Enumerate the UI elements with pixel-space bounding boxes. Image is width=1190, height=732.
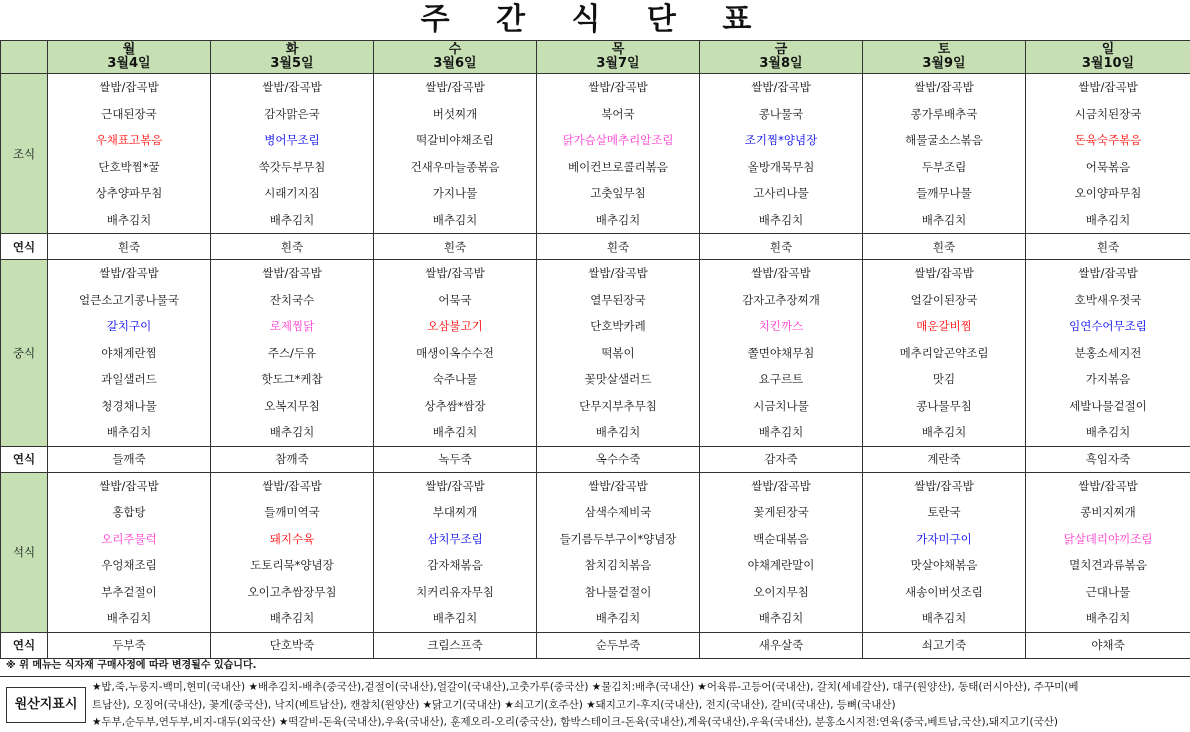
menu-item: 쌀밥/잡곡밥 xyxy=(914,478,974,493)
menu-item: 배추김치 xyxy=(595,425,641,439)
menu-item: 우채표고볶음 xyxy=(95,133,163,147)
soft-diet-row xyxy=(1,632,1190,658)
menu-item: 과일샐러드 xyxy=(101,372,157,386)
menu-item: 배추김치 xyxy=(921,425,967,439)
origin-label: 원산지표시 xyxy=(6,687,86,723)
menu-item: 핫도그*케찹 xyxy=(261,372,323,386)
menu-item: 병어무조림 xyxy=(264,133,320,147)
menu-item: 떡볶이 xyxy=(601,345,635,360)
menu-cell xyxy=(1026,74,1190,234)
menu-item: 열무된장국 xyxy=(590,292,646,307)
soft-diet-label: 연식 xyxy=(1,632,48,658)
menu-item: 얼갈이된장국 xyxy=(910,292,978,307)
menu-cell xyxy=(1026,472,1190,632)
origin-line: ★두부,순두부,연두부,비지-대두(외국산) ★떡갈비-돈육(국내산),우육(국내산), 훈제오리-오리(중국산), 함박스테이크-돈육(국내산),계육(국내산),우육(국내산), 분홍소시지전:연육(중국,베트남,국산),돼지고기(국산) xyxy=(92,716,1058,728)
menu-item: 닭가슴살메추리알조림 xyxy=(562,133,674,147)
origin-text xyxy=(92,679,1186,732)
menu-item: 북어국 xyxy=(601,106,635,121)
day-header: 일 3월10일 xyxy=(1026,41,1190,74)
menu-item: 야채계란말이 xyxy=(747,558,815,572)
menu-item: 닭살데리야끼조림 xyxy=(1063,531,1153,546)
menu-item: 어묵국 xyxy=(438,292,472,307)
menu-item: 배추김치 xyxy=(595,212,641,227)
menu-item: 호박새우젓국 xyxy=(1074,292,1142,307)
menu-item: 오리주물럭 xyxy=(101,531,157,546)
menu-item: 배추김치 xyxy=(1085,425,1131,439)
menu-item: 쌀밥/잡곡밥 xyxy=(751,478,811,493)
menu-cell xyxy=(374,260,537,447)
day-header: 수 3월6일 xyxy=(374,41,537,74)
meal-label: 중식 xyxy=(1,260,48,447)
menu-item: 돼지수육 xyxy=(269,531,315,546)
soft-diet-label: 연식 xyxy=(1,234,48,260)
menu-cell xyxy=(863,74,1026,234)
menu-item: 얼큰소고기콩나물국 xyxy=(79,292,179,307)
meal-row xyxy=(1,260,1190,447)
menu-item: 오복지무침 xyxy=(264,398,320,413)
menu-item: 참나물겉절이 xyxy=(584,584,652,599)
menu-item: 쌀밥/잡곡밥 xyxy=(1078,478,1138,493)
menu-item: 백순대볶음 xyxy=(753,531,809,546)
menu-item: 돈육숙주볶음 xyxy=(1074,133,1142,147)
menu-item: 배추김치 xyxy=(269,212,315,227)
menu-item: 고사리나물 xyxy=(753,186,809,200)
menu-item: 두부조림 xyxy=(921,159,967,174)
menu-item: 가지볶음 xyxy=(1085,372,1131,386)
menu-item: 배추김치 xyxy=(758,425,804,439)
menu-item: 맛김 xyxy=(932,372,956,386)
soft-diet-item: 참깨죽 xyxy=(211,446,374,472)
menu-item: 쌀밥/잡곡밥 xyxy=(99,478,159,493)
menu-item: 맛살야채볶음 xyxy=(910,558,978,572)
menu-item: 꽃맛살샐러드 xyxy=(584,372,652,386)
menu-item: 쌀밥/잡곡밥 xyxy=(262,80,322,94)
menu-body xyxy=(1,74,1190,659)
menu-item: 쌀밥/잡곡밥 xyxy=(99,266,159,280)
day-header-row xyxy=(1,41,1190,74)
menu-item: 배추김치 xyxy=(1085,212,1131,227)
menu-item: 상추양파무침 xyxy=(95,186,163,200)
menu-item: 숙주나물 xyxy=(432,372,478,386)
menu-item: 배추김치 xyxy=(921,212,967,227)
menu-item: 배추김치 xyxy=(269,425,315,439)
menu-item: 버섯찌개 xyxy=(432,106,478,121)
meal-row xyxy=(1,472,1190,632)
menu-cell xyxy=(537,260,700,447)
menu-item: 쌀밥/잡곡밥 xyxy=(914,266,974,280)
menu-item: 배추김치 xyxy=(1085,611,1131,625)
menu-item: 쌀밥/잡곡밥 xyxy=(588,266,648,280)
menu-item: 떡갈비야채조림 xyxy=(416,133,494,147)
menu-item: 배추김치 xyxy=(921,611,967,625)
menu-item: 치킨까스 xyxy=(758,319,804,333)
menu-item: 쌀밥/잡곡밥 xyxy=(99,80,159,94)
origin-line: ★밥,죽,누룽지-백미,현미(국내산) ★배추김치-배추(중국산),겉절이(국내산),얼갈이(국내산),고춧가루(중국산) ★물김치:배추(국내산) ★어육류-고등어(국내산), 갈치(세네갈산), 대구(원양산), 동태(러시아산), 주꾸미(베 xyxy=(92,681,1079,693)
menu-item: 잔치국수 xyxy=(269,292,315,307)
meal-label: 석식 xyxy=(1,472,48,632)
menu-item: 쌀밥/잡곡밥 xyxy=(751,266,811,280)
day-header: 월 3월4일 xyxy=(48,41,211,74)
menu-item: 쌀밥/잡곡밥 xyxy=(914,80,974,94)
menu-item: 갈치구이 xyxy=(106,319,152,333)
menu-item: 배추김치 xyxy=(595,611,641,625)
menu-item: 콩나물무침 xyxy=(916,398,972,413)
soft-diet-item: 흑임자죽 xyxy=(1026,446,1190,472)
menu-item: 삼치무조림 xyxy=(427,531,483,546)
menu-item: 참치김치볶음 xyxy=(584,558,652,572)
meal-row xyxy=(1,74,1190,234)
soft-diet-item: 옥수수죽 xyxy=(537,446,700,472)
soft-diet-item: 순두부죽 xyxy=(537,632,700,658)
menu-item: 우엉채조림 xyxy=(101,558,157,572)
menu-item: 해물굴소스볶음 xyxy=(905,133,983,147)
menu-item: 쑥갓두부무침 xyxy=(258,159,326,174)
menu-cell xyxy=(537,74,700,234)
menu-item: 들깨미역국 xyxy=(264,505,320,519)
menu-item: 근대나물 xyxy=(1085,584,1131,599)
menu-item: 시금치된장국 xyxy=(1074,106,1142,121)
menu-item: 오삼불고기 xyxy=(427,319,483,333)
menu-item: 야채계란찜 xyxy=(101,345,157,360)
soft-diet-item: 크림스프죽 xyxy=(374,632,537,658)
menu-item: 로제찜닭 xyxy=(269,319,315,333)
header-corner xyxy=(1,41,48,74)
menu-item: 쌀밥/잡곡밥 xyxy=(588,478,648,493)
menu-item: 감자맑은국 xyxy=(264,106,320,121)
menu-item: 배추김치 xyxy=(269,611,315,625)
menu-item: 홍합탕 xyxy=(112,505,146,519)
soft-diet-item: 흰죽 xyxy=(1026,234,1190,260)
meal-label: 조식 xyxy=(1,74,48,234)
menu-item: 오이고추쌈장무침 xyxy=(247,584,337,599)
day-header: 토 3월9일 xyxy=(863,41,1026,74)
menu-item: 쌀밥/잡곡밥 xyxy=(425,478,485,493)
soft-diet-item: 쇠고기죽 xyxy=(863,632,1026,658)
menu-item: 오이양파무침 xyxy=(1074,186,1142,200)
soft-diet-item: 단호박죽 xyxy=(211,632,374,658)
menu-item: 도토리묵*양념장 xyxy=(250,558,334,572)
menu-item: 콩나물국 xyxy=(758,106,804,121)
soft-diet-item: 야채죽 xyxy=(1026,632,1190,658)
menu-item: 근대된장국 xyxy=(101,106,157,121)
menu-cell xyxy=(1026,260,1190,447)
soft-diet-item: 흰죽 xyxy=(374,234,537,260)
soft-diet-item: 흰죽 xyxy=(211,234,374,260)
menu-item: 올방개묵무침 xyxy=(747,159,815,174)
menu-item: 치커리유자무침 xyxy=(416,584,494,599)
menu-item: 쌀밥/잡곡밥 xyxy=(425,266,485,280)
soft-diet-item: 들깨죽 xyxy=(48,446,211,472)
origin-section xyxy=(0,676,1190,732)
menu-item: 단호박찜*꿀 xyxy=(98,159,160,174)
menu-cell xyxy=(48,472,211,632)
menu-item: 임연수어무조림 xyxy=(1069,319,1147,333)
menu-item: 배추김치 xyxy=(758,611,804,625)
menu-item: 새송이버섯조림 xyxy=(905,584,983,599)
soft-diet-item: 계란죽 xyxy=(863,446,1026,472)
menu-item: 쌀밥/잡곡밥 xyxy=(262,266,322,280)
menu-cell xyxy=(211,74,374,234)
menu-item: 시금치나물 xyxy=(753,398,809,413)
menu-item: 쌀밥/잡곡밥 xyxy=(1078,80,1138,94)
menu-item: 쌀밥/잡곡밥 xyxy=(1078,266,1138,280)
menu-cell xyxy=(48,74,211,234)
menu-item: 오이지무침 xyxy=(753,584,809,599)
menu-item: 청경채나물 xyxy=(101,398,157,413)
menu-item: 매생이옥수수전 xyxy=(416,345,494,360)
menu-cell xyxy=(211,260,374,447)
soft-diet-row xyxy=(1,446,1190,472)
menu-item: 배추김치 xyxy=(432,425,478,439)
menu-cell xyxy=(374,472,537,632)
menu-item: 감자고추장찌개 xyxy=(742,292,820,307)
menu-item: 세발나물겉절이 xyxy=(1069,398,1147,413)
soft-diet-row xyxy=(1,234,1190,260)
soft-diet-item: 녹두죽 xyxy=(374,446,537,472)
menu-cell xyxy=(537,472,700,632)
menu-item: 토란국 xyxy=(927,505,961,519)
menu-item: 배추김치 xyxy=(758,212,804,227)
weekly-menu-table xyxy=(0,40,1190,659)
menu-item: 쌀밥/잡곡밥 xyxy=(588,80,648,94)
origin-line: 트남산), 오징어(국내산), 꽃게(중국산), 낙지(베트남산), 캔참치(원양산) ★닭고기(국내산) ★쇠고기(호주산) ★돼지고기-후지(국내산), 전지(국내산), 갈비(국내산), 등뼈(국내산) xyxy=(92,698,896,711)
menu-item: 멸치견과류볶음 xyxy=(1069,558,1147,572)
menu-item: 단무지부추무침 xyxy=(579,398,657,413)
menu-item: 조기찜*양념장 xyxy=(744,133,818,147)
soft-diet-item: 흰죽 xyxy=(863,234,1026,260)
menu-item: 쌀밥/잡곡밥 xyxy=(425,80,485,94)
menu-cell xyxy=(863,472,1026,632)
menu-item: 들기름두부구이*양념장 xyxy=(559,531,677,546)
menu-cell xyxy=(700,74,863,234)
soft-diet-item: 새우살죽 xyxy=(700,632,863,658)
soft-diet-label: 연식 xyxy=(1,446,48,472)
menu-item: 들깨무나물 xyxy=(916,186,972,200)
menu-cell xyxy=(700,472,863,632)
menu-cell xyxy=(374,74,537,234)
change-notice: ※ 위 메뉴는 식자재 구매사정에 따라 변경될수 있습니다. xyxy=(6,660,257,671)
menu-item: 가자미구이 xyxy=(916,531,972,546)
menu-item: 단호박카레 xyxy=(590,319,646,333)
menu-cell xyxy=(211,472,374,632)
menu-item: 배추김치 xyxy=(432,212,478,227)
menu-cell xyxy=(863,260,1026,447)
soft-diet-item: 두부죽 xyxy=(48,632,211,658)
menu-item: 매운갈비찜 xyxy=(916,319,972,333)
menu-item: 어묵볶음 xyxy=(1085,159,1131,174)
menu-item: 쌀밥/잡곡밥 xyxy=(751,80,811,94)
soft-diet-item: 감자죽 xyxy=(700,446,863,472)
soft-diet-item: 흰죽 xyxy=(537,234,700,260)
menu-item: 부추겉절이 xyxy=(101,584,157,599)
menu-item: 가지나물 xyxy=(432,186,478,200)
menu-item: 배추김치 xyxy=(432,611,478,625)
menu-item: 콩비지찌개 xyxy=(1080,505,1136,519)
menu-item: 삼색수제비국 xyxy=(584,505,652,519)
day-header: 목 3월7일 xyxy=(537,41,700,74)
menu-item: 주스/두유 xyxy=(267,345,317,360)
soft-diet-item: 흰죽 xyxy=(700,234,863,260)
menu-item: 배추김치 xyxy=(106,212,152,227)
menu-item: 상추쌈*쌈장 xyxy=(424,398,486,413)
menu-item: 베이컨브로콜리볶음 xyxy=(568,159,668,174)
page-title: 주 간 식 단 표 xyxy=(420,2,770,37)
menu-item: 쫄면야채무침 xyxy=(747,345,815,360)
menu-cell xyxy=(700,260,863,447)
menu-item: 건새우마늘종볶음 xyxy=(410,159,500,174)
menu-item: 분홍소세지전 xyxy=(1074,345,1142,360)
menu-item: 콩가루배추국 xyxy=(910,106,978,121)
menu-item: 시래기지짐 xyxy=(264,186,320,200)
menu-item: 배추김치 xyxy=(106,611,152,625)
menu-item: 메추리알곤약조림 xyxy=(899,345,989,360)
menu-item: 요구르트 xyxy=(758,372,804,386)
menu-item: 쌀밥/잡곡밥 xyxy=(262,478,322,493)
menu-item: 고춧잎무침 xyxy=(590,186,646,200)
menu-item: 꽃게된장국 xyxy=(753,505,809,519)
day-header: 화 3월5일 xyxy=(211,41,374,74)
menu-item: 배추김치 xyxy=(106,425,152,439)
menu-item: 감자채볶음 xyxy=(427,558,483,572)
day-header: 금 3월8일 xyxy=(700,41,863,74)
menu-item: 부대찌개 xyxy=(432,505,478,519)
menu-cell xyxy=(48,260,211,447)
soft-diet-item: 흰죽 xyxy=(48,234,211,260)
